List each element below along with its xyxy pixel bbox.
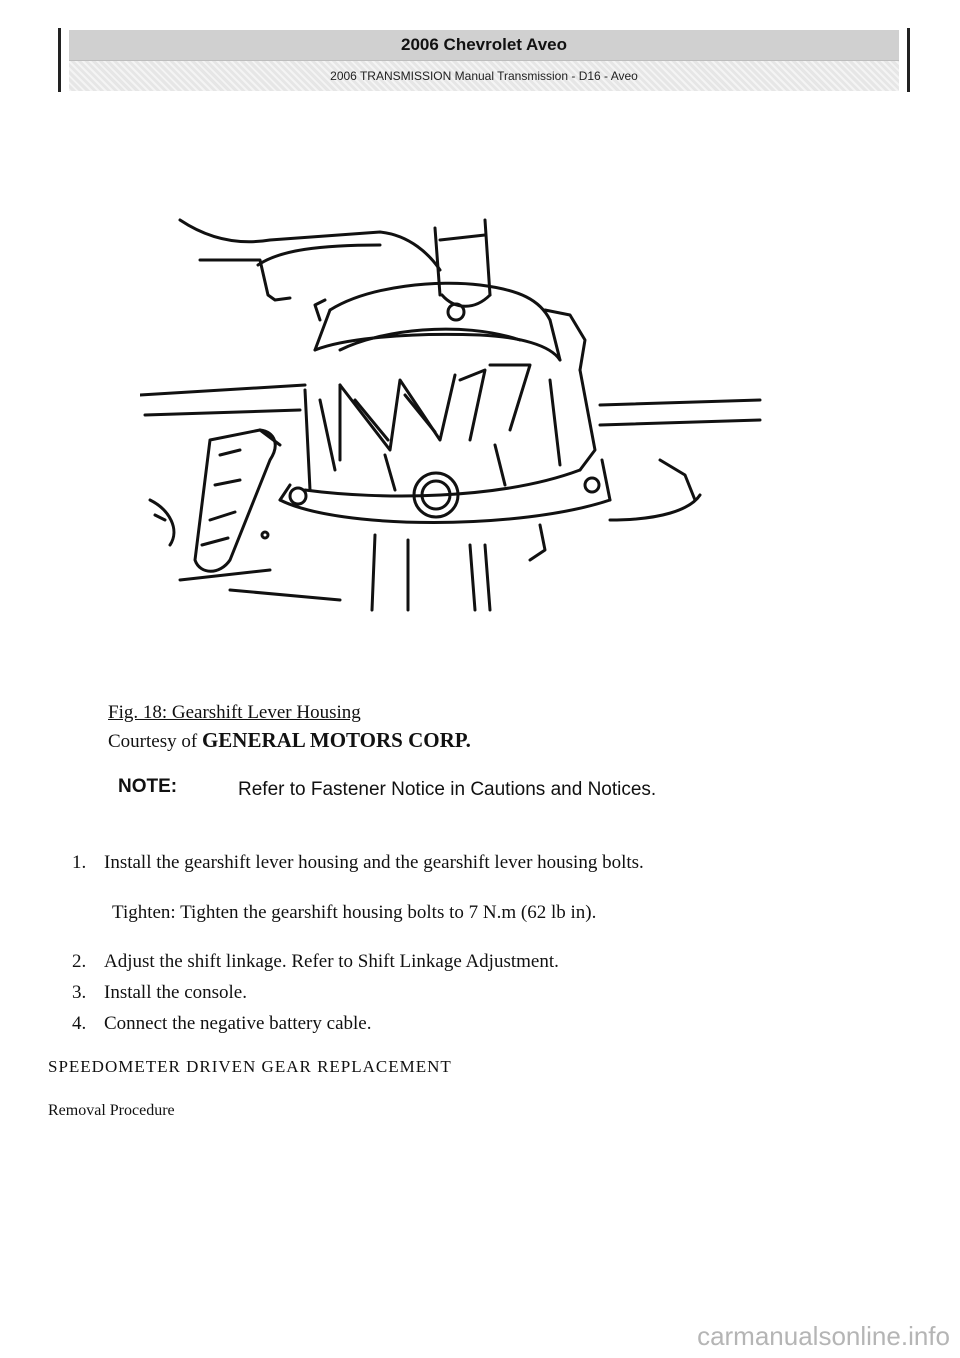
courtesy-company: GENERAL MOTORS CORP. (201, 728, 471, 752)
gearshift-lever-housing-illustration (140, 200, 770, 640)
step-4 (72, 1013, 371, 1035)
figure-caption: Fig. 18: Gearshift Lever Housing (108, 702, 361, 723)
tighten-spec: Tighten: Tighten the gearshift housing bolts to 7 N.m (62 lb in). (112, 902, 597, 923)
step-text: Connect the negative battery cable. (104, 1013, 372, 1034)
page-header (58, 28, 910, 92)
header-subtitle: 2006 TRANSMISSION Manual Transmission - D16 - Aveo (69, 61, 899, 91)
sub-heading: Removal Procedure (48, 1102, 175, 1119)
step-1 (72, 852, 644, 874)
step-text: Adjust the shift linkage. Refer to Shift Linkage Adjustment. (104, 951, 559, 972)
step-number: 3. (72, 982, 87, 1003)
step-number: 1. (72, 852, 87, 873)
note-text: Refer to Fastener Notice in Cautions and Notices. (238, 779, 657, 800)
header-title: 2006 Chevrolet Aveo (69, 30, 899, 61)
step-number: 2. (72, 951, 87, 972)
courtesy-prefix: Courtesy of (108, 731, 198, 752)
watermark: carmanualsonline.info (697, 1321, 950, 1351)
step-text: Install the gearshift lever housing and the gearshift lever housing bolts. (104, 852, 644, 873)
step-2 (72, 951, 559, 973)
note-label: NOTE: (118, 776, 178, 797)
step-3 (72, 982, 247, 1004)
step-number: 4. (72, 1013, 87, 1034)
figure-courtesy (108, 728, 471, 753)
section-heading: SPEEDOMETER DRIVEN GEAR REPLACEMENT (48, 1057, 452, 1076)
step-text: Install the console. (104, 982, 247, 1003)
